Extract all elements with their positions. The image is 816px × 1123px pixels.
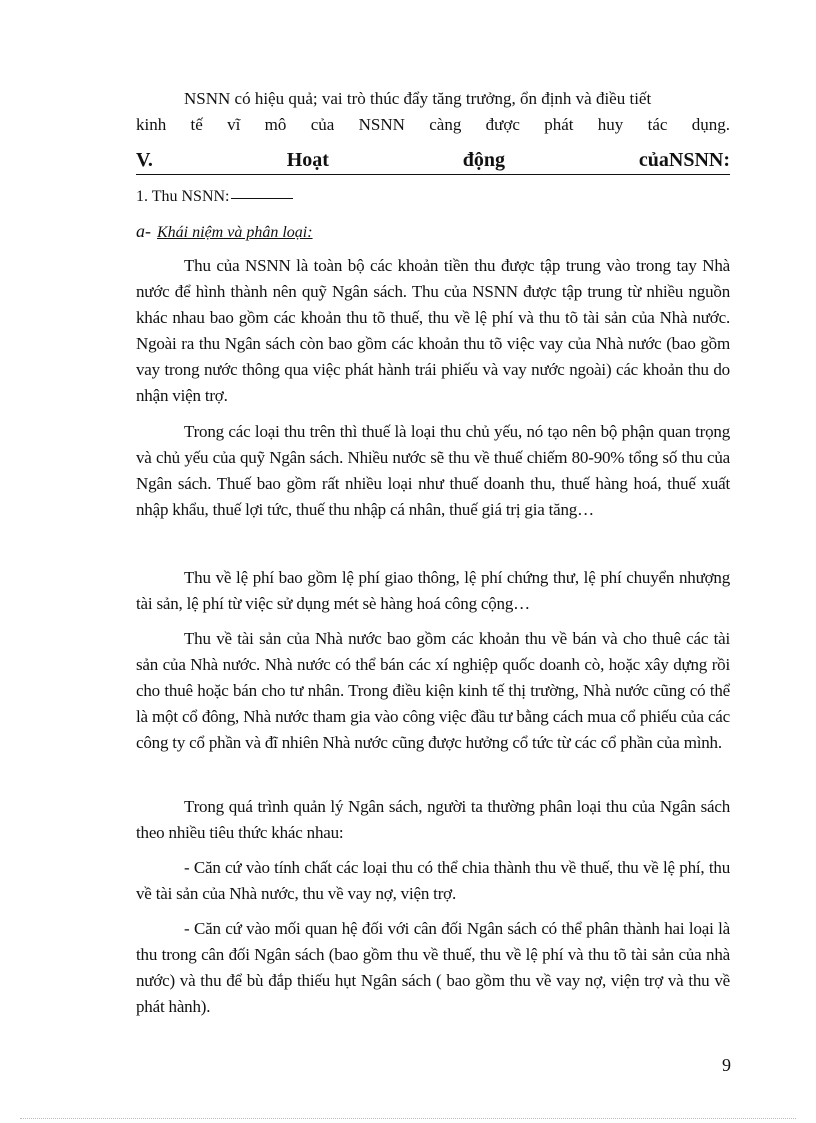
paragraph-text: Trong quá trình quản lý Ngân sách, người ta thường phân loại thu của Ngân sách theo nhiều tiêu thức khác nhau: xyxy=(136,797,730,842)
paragraph-1 xyxy=(136,253,730,409)
subheading-underline xyxy=(231,198,293,199)
subheading-text: 1. Thu NSNN: xyxy=(136,188,230,205)
page-number: 9 xyxy=(722,1055,731,1075)
page-bottom-divider xyxy=(20,1118,796,1119)
paragraph-2 xyxy=(136,419,730,523)
paragraph-text: Thu về lệ phí bao gồm lệ phí giao thông, lệ phí chứng thư, lệ phí chuyển nhượng tài sản, lệ phí từ việc sử dụng mét sè hàng hoá công cộng… xyxy=(136,568,730,613)
paragraph-3 xyxy=(136,565,730,617)
paragraph-text: Thu về tài sản của Nhà nước bao gồm các khoản thu về bán và cho thuê các tài sản của Nhà nước. Nhà nước có thể bán các xí nghiệp quốc doanh cò, hoặc xây dựng rồi cho thuê hoặc bán cho tư nhân. Trong điều kiện kinh tế thị trường, Nhà nước cũng có thể là một cổ đông, Nhà nước tham gia vào công việc đầu tư bằng cách mua cổ phiếu của các công ty cổ phần và đĩ nhiên Nhà nước cũng được hưởng cổ tức từ các cổ phần của mình. xyxy=(136,629,730,752)
subheading-a-mark: a- xyxy=(136,221,151,241)
subheading-thu-nsnn xyxy=(136,186,730,208)
paragraph-text: - Căn cứ vào tính chất các loại thu có thể chia thành thu về thuế, thu về lệ phí, thu về tài sản của Nhà nước, thu về vay nợ, viện trợ. xyxy=(136,858,730,903)
paragraph-text: - Căn cứ vào mối quan hệ đối với cân đối Ngân sách có thể phân thành hai loại là thu trong cân đối Ngân sách (bao gồm thu về thuế, thu về lệ phí và thu tõ tài sản của nhà nước) và thu để bù đắp thiếu hụt Ngân sách ( bao gồm thu về vay nợ, viện trợ và thu về phát hành). xyxy=(136,919,730,1016)
subheading-a xyxy=(136,220,730,244)
paragraph-4 xyxy=(136,626,730,756)
subheading-a-text: Khái niệm và phân loại: xyxy=(157,224,313,241)
section-number: V. xyxy=(136,149,153,171)
paragraph-7 xyxy=(136,916,730,1020)
paragraph-text: Trong các loại thu trên thì thuế là loại thu chủ yếu, nó tạo nên bộ phận quan trọng và chủ yếu của quỹ Ngân sách. Nhiều nước sẽ thu về thuế chiếm 80-90% tổng số thu của Ngân sách. Thuế bao gồm rất nhiều loại như thuế doanh thu, thuế hàng hoá, thuế xuất nhập khẩu, thuế lợi tức, thuế thu nhập cá nhân, thuế giá trị gia tăng… xyxy=(136,422,730,519)
section-word-1: Hoạt xyxy=(286,149,329,171)
intro-text xyxy=(136,86,730,138)
section-word-3: củaNSNN: xyxy=(638,149,730,171)
intro-line-2: kinh tế vĩ mô của NSNN càng được phát huy tác dụng. xyxy=(136,115,730,134)
section-heading xyxy=(136,146,730,175)
paragraph-5 xyxy=(136,794,730,846)
paragraph-text: Thu của NSNN là toàn bộ các khoản tiền thu được tập trung vào trong tay Nhà nước để hình thành nên quỹ Ngân sách. Thu của NSNN được tập trung từ nhiều nguồn khác nhau bao gồm các khoản thu tõ thuế, thu về lệ phí và thu tõ tài sản của Nhà nước. Ngoài ra thu Ngân sách còn bao gồm các khoản thu tõ việc vay của Nhà nước (bao gồm vay trong nước thông qua việc phát hành trái phiếu và vay nước ngoài) các khoản thu do nhận viện trợ. xyxy=(136,256,730,405)
intro-line-1: NSNN có hiệu quả; vai trò thúc đẩy tăng trưởng, ổn định và điều tiết xyxy=(184,89,652,108)
section-word-2: động xyxy=(462,149,506,171)
paragraph-6 xyxy=(136,855,730,907)
